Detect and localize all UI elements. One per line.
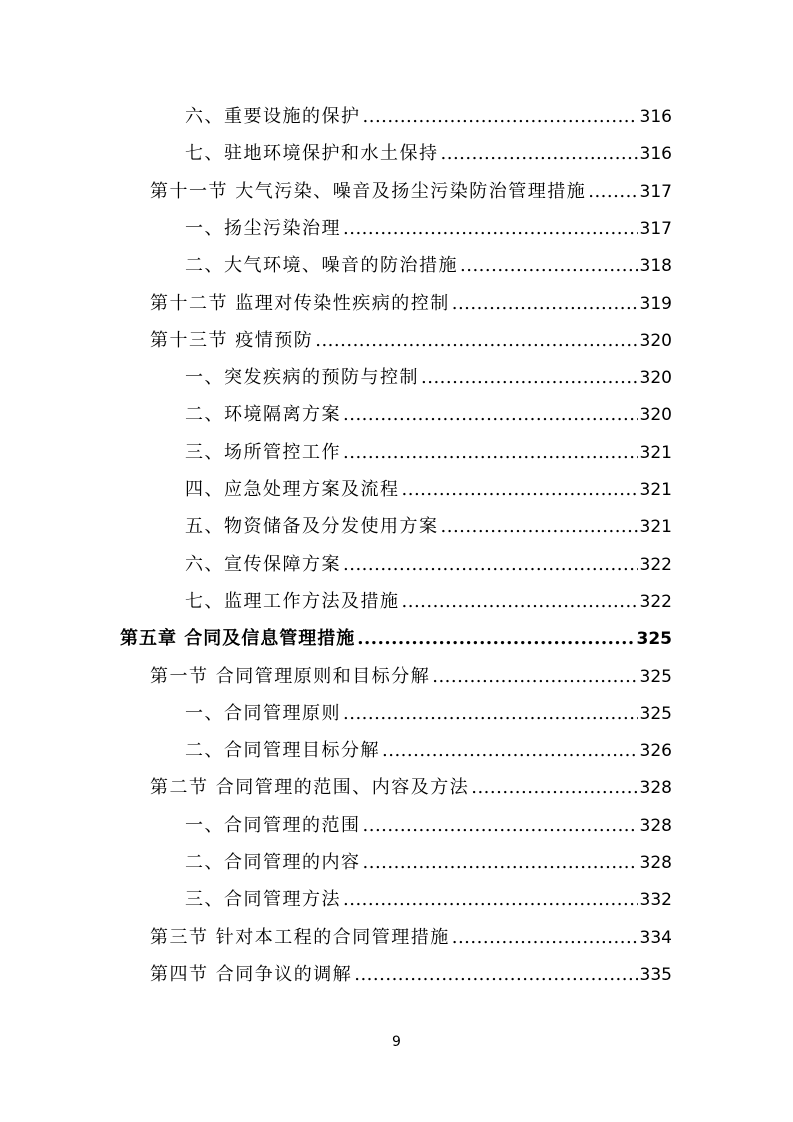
toc-entry[interactable]: [150, 662, 672, 692]
toc-entry[interactable]: [185, 475, 672, 505]
toc-entry[interactable]: [185, 512, 672, 542]
dot-leader: [432, 662, 637, 692]
toc-entry[interactable]: [185, 102, 672, 132]
toc-entry-title: 六、重要设施的保护: [185, 106, 361, 127]
toc-entry[interactable]: [185, 587, 672, 617]
toc-entry-title: 一、合同管理原则: [185, 703, 341, 724]
toc-entry-title: 一、合同管理的范围: [185, 815, 361, 836]
dot-leader: [421, 363, 638, 393]
toc-entry-page: 334: [639, 928, 672, 948]
dot-leader: [363, 811, 638, 841]
toc-entry-title: 七、驻地环境保护和水土保持: [185, 143, 439, 164]
toc-entry[interactable]: [185, 885, 672, 915]
toc-entry-page: 321: [639, 517, 672, 537]
toc-entry[interactable]: [150, 773, 672, 803]
page-number: 9: [392, 1034, 401, 1050]
toc-entry-title: 二、大气环境、噪音的防治措施: [185, 255, 458, 276]
toc-entry[interactable]: [185, 400, 672, 430]
toc-entry-page: 316: [639, 144, 672, 164]
toc-entry-page: 328: [639, 853, 672, 873]
toc-entry-page: 319: [639, 294, 672, 314]
toc-entry-title: 三、合同管理方法: [185, 889, 341, 910]
dot-leader: [441, 512, 638, 542]
dot-leader: [357, 624, 634, 654]
toc-entry-page: 318: [639, 256, 672, 276]
dot-leader: [382, 736, 638, 766]
dot-leader: [460, 251, 638, 281]
dot-leader: [343, 550, 638, 580]
dot-leader: [354, 960, 637, 990]
dot-leader: [343, 214, 638, 244]
dot-leader: [315, 326, 637, 356]
toc-entry-page: 325: [639, 704, 672, 724]
toc-entry-title: 七、监理工作方法及措施: [185, 591, 400, 612]
toc-entry[interactable]: [150, 326, 672, 356]
toc-entry[interactable]: [185, 438, 672, 468]
toc-entry[interactable]: [185, 736, 672, 766]
toc-entry-title: 第三节 针对本工程的合同管理措施: [150, 927, 450, 948]
toc-entry-title: 二、合同管理目标分解: [185, 740, 380, 761]
toc-entry[interactable]: [185, 139, 672, 169]
toc-entry-title: 二、合同管理的内容: [185, 852, 361, 873]
toc-entry-page: 316: [639, 107, 672, 127]
dot-leader: [441, 139, 638, 169]
toc-entry-page: 317: [639, 219, 672, 239]
toc-entry[interactable]: [120, 624, 672, 654]
toc-entry-title: 五、物资储备及分发使用方案: [185, 516, 439, 537]
dot-leader: [363, 848, 638, 878]
toc-entry-page: 321: [639, 443, 672, 463]
toc-entry-page: 325: [639, 667, 672, 687]
toc-entry-page: 320: [639, 331, 672, 351]
toc-entry[interactable]: [185, 811, 672, 841]
toc-entry-title: 第十一节 大气污染、噪音及扬尘污染防治管理措施: [150, 181, 587, 202]
toc-entry-title: 六、宣传保障方案: [185, 554, 341, 575]
toc-entry-page: 320: [639, 368, 672, 388]
toc-entry[interactable]: [185, 214, 672, 244]
dot-leader: [343, 885, 638, 915]
toc-entry[interactable]: [185, 848, 672, 878]
toc-entry[interactable]: [185, 251, 672, 281]
toc-entry-page: 322: [639, 555, 672, 575]
toc-entry-title: 二、环境隔离方案: [185, 404, 341, 425]
toc-entry-page: 320: [639, 405, 672, 425]
toc-entry-page: 328: [639, 816, 672, 836]
toc-entry-title: 一、突发疾病的预防与控制: [185, 367, 419, 388]
toc-entry-page: 328: [639, 778, 672, 798]
toc-entry-title: 一、扬尘污染治理: [185, 218, 341, 239]
toc-entry-page: 317: [639, 182, 672, 202]
toc-entry-title: 第一节 合同管理原则和目标分解: [150, 666, 431, 687]
toc-entry-title: 第十二节 监理对传染性疾病的控制: [150, 293, 450, 314]
dot-leader: [343, 699, 638, 729]
toc-entry[interactable]: [150, 177, 672, 207]
toc-entry[interactable]: [150, 960, 672, 990]
toc-entry-title: 第五章 合同及信息管理措施: [120, 628, 356, 649]
toc-entry[interactable]: [185, 363, 672, 393]
toc-entry-title: 四、应急处理方案及流程: [185, 479, 400, 500]
dot-leader: [588, 177, 637, 207]
dot-leader: [402, 475, 638, 505]
toc-entry-page: 332: [639, 890, 672, 910]
toc-entry-page: 335: [639, 965, 672, 985]
dot-leader: [452, 923, 638, 953]
dot-leader: [471, 773, 637, 803]
toc-entry-title: 第四节 合同争议的调解: [150, 964, 353, 985]
dot-leader: [343, 400, 638, 430]
toc-entry-title: 第十三节 疫情预防: [150, 330, 314, 351]
toc-entry-title: 三、场所管控工作: [185, 442, 341, 463]
dot-leader: [343, 438, 638, 468]
toc-entry[interactable]: [185, 699, 672, 729]
toc-entry[interactable]: [150, 923, 672, 953]
toc-entry-title: 第二节 合同管理的范围、内容及方法: [150, 777, 470, 798]
dot-leader: [402, 587, 638, 617]
toc-entry-page: 325: [636, 629, 672, 649]
toc-entry-page: 326: [639, 741, 672, 761]
toc-entry[interactable]: [185, 550, 672, 580]
dot-leader: [452, 289, 638, 319]
toc-entry-page: 322: [639, 592, 672, 612]
toc-entry[interactable]: [150, 289, 672, 319]
toc-entry-page: 321: [639, 480, 672, 500]
dot-leader: [363, 102, 638, 132]
